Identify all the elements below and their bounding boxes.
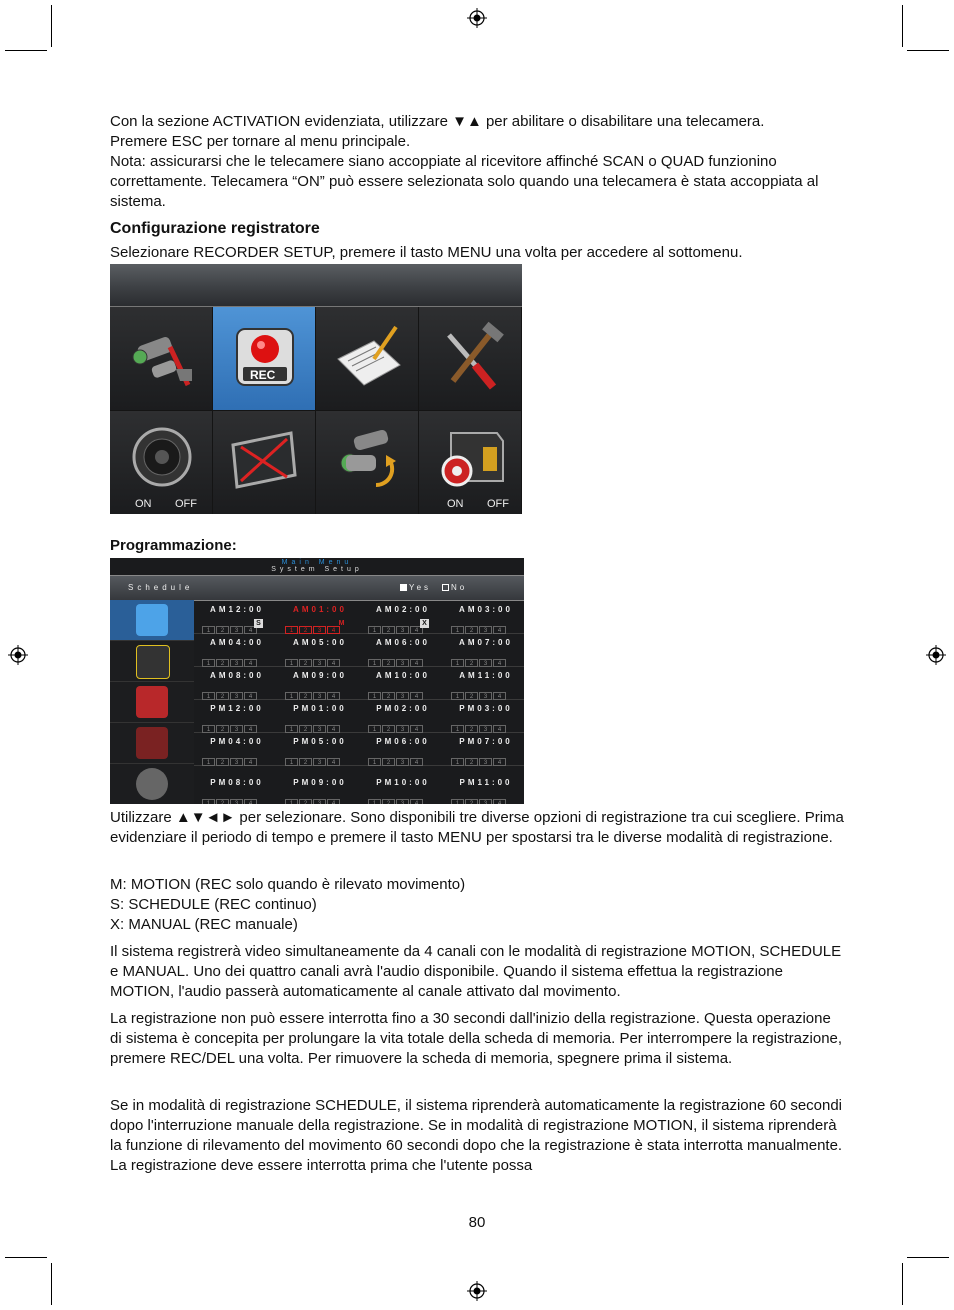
- paragraph-activation: Con la sezione ACTIVATION evidenziata, utilizzare ▼▲ per abilitare o disabilitare una telecamera.: [110, 113, 765, 130]
- channel-box[interactable]: 2: [216, 758, 229, 766]
- crop-mark: [907, 50, 949, 51]
- time-slot-label: PM11:00: [459, 778, 513, 787]
- programmazione-label: Programmazione:: [110, 537, 237, 554]
- time-slot-label: PM05:00: [293, 737, 347, 746]
- channel-box[interactable]: 2: [382, 799, 395, 804]
- time-slot-cell[interactable]: [362, 775, 444, 804]
- channel-box[interactable]: 4: [244, 725, 257, 733]
- menu-top-bar: [110, 264, 522, 307]
- channel-box[interactable]: 4: [244, 626, 257, 634]
- side-motion: [110, 641, 194, 682]
- channel-box[interactable]: 3: [313, 659, 326, 667]
- no-checkbox: [442, 584, 449, 591]
- channel-box[interactable]: 4: [410, 659, 423, 667]
- channel-box[interactable]: 4: [244, 758, 257, 766]
- time-slot-label: AM12:00: [210, 605, 264, 614]
- time-slot-cell[interactable]: [196, 668, 278, 700]
- paragraph-resume: Se in modalità di registrazione SCHEDULE, il sistema riprenderà automaticamente la registrazione 60 secondi dopo l'interruzione manuale della registrazione. Se in modalità di registrazione MOTION, il sistema riprenderà la funzione di rilevamento del movimento 60 secondi dopo che la registrazione è stata interrotta manualmente. La registrazione deve essere interrotta prima che l'utente possa: [110, 1097, 843, 1174]
- time-slot-label: AM01:00: [293, 605, 347, 614]
- channel-box[interactable]: 4: [244, 799, 257, 804]
- channel-box[interactable]: 3: [396, 626, 409, 634]
- registration-mark-icon: [467, 1281, 487, 1301]
- channel-boxes: [368, 792, 424, 804]
- channel-box[interactable]: 2: [465, 659, 478, 667]
- channel-box[interactable]: 1: [368, 692, 381, 700]
- time-slot-label: PM10:00: [376, 778, 430, 787]
- time-slot-cell[interactable]: [196, 701, 278, 733]
- time-slot-label: PM01:00: [293, 704, 347, 713]
- channel-box[interactable]: 1: [202, 799, 215, 804]
- channel-box[interactable]: 1: [285, 758, 298, 766]
- menu-tile-camera-rotate: [316, 411, 418, 514]
- channel-box[interactable]: 3: [230, 659, 243, 667]
- channel-box[interactable]: 3: [479, 799, 492, 804]
- channel-box[interactable]: 1: [202, 626, 215, 634]
- channel-box[interactable]: 2: [465, 799, 478, 804]
- channel-box[interactable]: 4: [410, 626, 423, 634]
- channel-boxes: [285, 685, 341, 700]
- channel-boxes: [285, 792, 341, 804]
- channel-boxes: [368, 619, 424, 634]
- registration-mark-icon: [926, 645, 946, 665]
- time-slot-label: AM05:00: [293, 638, 347, 647]
- channel-boxes: [451, 619, 507, 634]
- channel-box[interactable]: 1: [368, 799, 381, 804]
- crop-mark: [5, 1257, 47, 1258]
- time-slot-cell[interactable]: [279, 635, 361, 667]
- recording-mode-badge: M: [338, 620, 345, 627]
- channel-box[interactable]: 2: [382, 725, 395, 733]
- registration-mark-icon: [467, 8, 487, 28]
- channel-box[interactable]: 1: [368, 626, 381, 634]
- time-slot-label: AM08:00: [210, 671, 264, 680]
- channel-box[interactable]: 4: [410, 692, 423, 700]
- channel-box[interactable]: 4: [493, 725, 506, 733]
- channel-box[interactable]: 4: [410, 799, 423, 804]
- channel-boxes: [368, 751, 424, 766]
- time-slot-label: AM11:00: [459, 671, 513, 680]
- time-slot-cell[interactable]: [445, 602, 524, 634]
- channel-box[interactable]: 3: [313, 799, 326, 804]
- channel-box[interactable]: 2: [382, 659, 395, 667]
- side-sensor: [110, 723, 194, 764]
- crop-mark: [5, 50, 47, 51]
- time-slot-cell[interactable]: [279, 602, 361, 634]
- mode-schedule: S: SCHEDULE (REC continuo): [110, 896, 317, 913]
- channel-box[interactable]: 4: [410, 725, 423, 733]
- paragraph-channels: Il sistema registrerà video simultaneamente da 4 canali con le modalità di registrazione MOTION, SCHEDULE e MANUAL. Uno dei quattro canali avrà l'audio disponibile. Quando il sistema effettua la registrazione MOTION, l'audio passerà automaticamente al canale attivato dal movimento.: [110, 943, 842, 1000]
- channel-box[interactable]: 1: [368, 758, 381, 766]
- time-slot-cell[interactable]: [445, 668, 524, 700]
- channel-boxes: [202, 619, 258, 634]
- timer-icon: [136, 768, 168, 800]
- channel-box[interactable]: 1: [285, 725, 298, 733]
- channel-boxes: [451, 751, 507, 766]
- time-slot-cell[interactable]: [196, 635, 278, 667]
- camera-settings-icon: [110, 307, 212, 410]
- registration-mark-icon: [8, 645, 28, 665]
- time-slot-label: PM03:00: [459, 704, 513, 713]
- channel-boxes: [451, 652, 507, 667]
- channel-box[interactable]: 3: [230, 725, 243, 733]
- channel-box[interactable]: 2: [465, 725, 478, 733]
- channel-box[interactable]: 3: [313, 725, 326, 733]
- channel-box[interactable]: 3: [479, 692, 492, 700]
- channel-box[interactable]: 3: [396, 659, 409, 667]
- channel-box[interactable]: 2: [216, 626, 229, 634]
- channel-box[interactable]: 2: [216, 659, 229, 667]
- paragraph-interrupt: La registrazione non può essere interrotta fino a 30 secondi dall'inizio della registrazione. Questa operazione di sistema è concepita per prolungare la vita totale della scheda di memoria. Per interrompere la registrazione, premere REC/DEL una volta. Per rimuovere la scheda di memoria, spegnere prima il sistema.: [110, 1010, 843, 1067]
- paragraph-recorder-setup: Selezionare RECORDER SETUP, premere il tasto MENU una volta per accedere al sottomenu.: [110, 244, 743, 261]
- menu-tile-speaker: [110, 411, 212, 514]
- channel-box[interactable]: 3: [396, 799, 409, 804]
- channel-box[interactable]: 3: [479, 659, 492, 667]
- menu-tile-screen: [213, 411, 315, 514]
- schedule-edit-icon: [136, 604, 168, 636]
- menu-tile-camera-settings: [110, 307, 212, 410]
- no-option: [442, 583, 467, 592]
- time-slot-cell[interactable]: [445, 775, 524, 804]
- channel-boxes: [285, 652, 341, 667]
- channel-box[interactable]: 1: [451, 692, 464, 700]
- time-slot-cell[interactable]: [445, 635, 524, 667]
- time-slot-label: PM12:00: [210, 704, 264, 713]
- channel-box[interactable]: 4: [327, 692, 340, 700]
- channel-box[interactable]: 4: [327, 626, 340, 634]
- channel-boxes: [202, 718, 258, 733]
- time-slot-label: AM09:00: [293, 671, 347, 680]
- channel-box[interactable]: 2: [216, 799, 229, 804]
- speaker-off-label: OFF: [175, 498, 197, 510]
- time-slot-cell[interactable]: [279, 701, 361, 733]
- main-menu-title: Main Menu: [281, 559, 353, 566]
- channel-box[interactable]: 4: [493, 659, 506, 667]
- paragraph-select: Utilizzare ▲▼◄► per selezionare. Sono disponibili tre diverse opzioni di registrazione tra cui scegliere. Prima evidenziare il periodo di tempo e premere il tasto MENU per spostarsi tra le diverse modalità di registrazione.: [110, 809, 844, 846]
- channel-box[interactable]: 4: [493, 758, 506, 766]
- channel-box[interactable]: 3: [230, 758, 243, 766]
- channel-boxes: [285, 619, 341, 634]
- channel-box[interactable]: 3: [230, 799, 243, 804]
- channel-box[interactable]: 4: [410, 758, 423, 766]
- yes-checkbox: [400, 584, 407, 591]
- channel-boxes: [451, 792, 507, 804]
- channel-box[interactable]: 4: [244, 692, 257, 700]
- channel-box[interactable]: 2: [216, 692, 229, 700]
- channel-box[interactable]: 1: [451, 659, 464, 667]
- time-slot-label: PM09:00: [293, 778, 347, 787]
- channel-box[interactable]: 3: [230, 626, 243, 634]
- channel-box[interactable]: 4: [327, 758, 340, 766]
- side-schedule-edit: [110, 600, 194, 641]
- channel-boxes: [202, 652, 258, 667]
- channel-box[interactable]: 2: [465, 692, 478, 700]
- motion-icon: [136, 645, 170, 679]
- time-slot-label: PM02:00: [376, 704, 430, 713]
- channel-box[interactable]: 4: [327, 799, 340, 804]
- screen-off-icon: [213, 411, 315, 514]
- menu-tile-memory-card: [419, 411, 521, 514]
- card-off-label: OFF: [487, 498, 509, 510]
- channel-box[interactable]: 4: [327, 659, 340, 667]
- menu-tile-document: [316, 307, 418, 410]
- crop-mark: [51, 5, 52, 47]
- yes-label: Yes: [409, 583, 432, 592]
- time-slot-cell[interactable]: [362, 734, 444, 766]
- channel-box[interactable]: 2: [216, 725, 229, 733]
- channel-box[interactable]: 2: [299, 659, 312, 667]
- no-label: No: [451, 583, 468, 592]
- channel-box[interactable]: 1: [451, 725, 464, 733]
- time-slot-label: AM02:00: [376, 605, 430, 614]
- time-slot-cell[interactable]: [362, 668, 444, 700]
- yes-option: [400, 583, 431, 592]
- time-slot-cell[interactable]: [362, 635, 444, 667]
- time-slot-cell[interactable]: [279, 775, 361, 804]
- channel-box[interactable]: 2: [299, 626, 312, 634]
- channel-boxes: [285, 718, 341, 733]
- channel-box[interactable]: 1: [285, 799, 298, 804]
- channel-box[interactable]: 2: [382, 692, 395, 700]
- channel-boxes: [202, 751, 258, 766]
- channel-box[interactable]: 1: [202, 758, 215, 766]
- channel-boxes: [368, 652, 424, 667]
- channel-box[interactable]: 1: [368, 659, 381, 667]
- channel-box[interactable]: 1: [202, 725, 215, 733]
- channel-box[interactable]: 2: [299, 758, 312, 766]
- time-slot-label: AM07:00: [459, 638, 513, 647]
- crop-mark: [907, 1257, 949, 1258]
- channel-box[interactable]: 2: [382, 626, 395, 634]
- tools-icon: [419, 307, 521, 410]
- time-slot-cell[interactable]: [362, 701, 444, 733]
- menu-tile-recorder: [213, 307, 315, 410]
- mode-manual: X: MANUAL (REC manuale): [110, 916, 298, 933]
- recording-mode-badge: S: [254, 619, 263, 628]
- time-slot-cell[interactable]: [362, 602, 444, 634]
- time-slot-label: AM06:00: [376, 638, 430, 647]
- speaker-on-label: ON: [135, 498, 152, 510]
- sensor-icon: [136, 727, 168, 759]
- section-heading: Configurazione registratore: [110, 220, 320, 237]
- crop-mark: [902, 5, 903, 47]
- card-on-label: ON: [447, 498, 464, 510]
- side-timer: [110, 764, 194, 804]
- channel-box[interactable]: 3: [230, 692, 243, 700]
- channel-boxes: [202, 792, 258, 804]
- channel-box[interactable]: 4: [493, 626, 506, 634]
- channel-box[interactable]: 1: [451, 799, 464, 804]
- crop-mark: [51, 1263, 52, 1305]
- system-setup-title: System Setup: [271, 566, 363, 573]
- time-slot-cell[interactable]: [445, 701, 524, 733]
- channel-box[interactable]: 1: [451, 626, 464, 634]
- time-slot-cell[interactable]: [196, 734, 278, 766]
- channel-box[interactable]: 3: [396, 692, 409, 700]
- channel-box[interactable]: 3: [479, 725, 492, 733]
- channel-box[interactable]: 1: [451, 758, 464, 766]
- recording-mode-badge: X: [420, 619, 429, 628]
- channel-box[interactable]: 3: [396, 758, 409, 766]
- document-pen-icon: [316, 307, 418, 410]
- time-slot-cell[interactable]: [196, 775, 278, 804]
- channel-box[interactable]: 3: [313, 626, 326, 634]
- time-slot-label: PM08:00: [210, 778, 264, 787]
- channel-box[interactable]: 2: [299, 799, 312, 804]
- channel-box[interactable]: 1: [285, 659, 298, 667]
- crop-mark: [902, 1263, 903, 1305]
- menu-tile-tools: [419, 307, 521, 410]
- schedule-bar: [110, 575, 524, 601]
- memory-icon: [136, 686, 168, 718]
- paragraph-esc: Premere ESC per tornare al menu principale.: [110, 133, 411, 150]
- time-slot-label: PM04:00: [210, 737, 264, 746]
- time-slot-cell[interactable]: [196, 602, 278, 634]
- time-slot-cell[interactable]: [279, 734, 361, 766]
- channel-box[interactable]: 1: [368, 725, 381, 733]
- channel-boxes: [285, 751, 341, 766]
- time-slot-label: AM04:00: [210, 638, 264, 647]
- camera-rotate-icon: [316, 411, 418, 514]
- channel-box[interactable]: 2: [465, 758, 478, 766]
- channel-box[interactable]: 1: [202, 659, 215, 667]
- channel-box[interactable]: 3: [479, 626, 492, 634]
- schedule-screenshot: [110, 558, 524, 804]
- channel-boxes: [202, 685, 258, 700]
- channel-box[interactable]: 4: [493, 799, 506, 804]
- channel-box[interactable]: 2: [299, 692, 312, 700]
- time-slot-cell[interactable]: [279, 668, 361, 700]
- mode-motion: M: MOTION (REC solo quando è rilevato movimento): [110, 876, 466, 893]
- channel-box[interactable]: 3: [313, 692, 326, 700]
- time-slot-label: AM10:00: [376, 671, 430, 680]
- channel-boxes: [368, 685, 424, 700]
- channel-box[interactable]: 1: [285, 692, 298, 700]
- rec-label: REC: [250, 368, 276, 382]
- channel-box[interactable]: 4: [244, 659, 257, 667]
- channel-box[interactable]: 3: [313, 758, 326, 766]
- channel-box[interactable]: 2: [382, 758, 395, 766]
- main-menu-screenshot: [110, 264, 522, 514]
- schedule-label: Schedule: [128, 583, 194, 592]
- channel-box[interactable]: 3: [396, 725, 409, 733]
- channel-box[interactable]: 4: [327, 725, 340, 733]
- time-slot-label: PM07:00: [459, 737, 513, 746]
- time-slot-label: PM06:00: [376, 737, 430, 746]
- paragraph-note: Nota: assicurarsi che le telecamere siano accoppiate al ricevitore affinché SCAN o QUAD funzionino correttamente. Telecamera “ON” può essere selezionata solo quando una telecamera è stata accoppiata al sistema.: [110, 153, 819, 210]
- channel-box[interactable]: 2: [465, 626, 478, 634]
- channel-boxes: [451, 685, 507, 700]
- channel-box[interactable]: 1: [285, 626, 298, 634]
- channel-box[interactable]: 4: [493, 692, 506, 700]
- channel-boxes: [451, 718, 507, 733]
- time-slot-label: AM03:00: [459, 605, 513, 614]
- side-memory: [110, 682, 194, 723]
- time-slot-cell[interactable]: [445, 734, 524, 766]
- channel-box[interactable]: 3: [479, 758, 492, 766]
- channel-box[interactable]: 1: [202, 692, 215, 700]
- channel-box[interactable]: 2: [299, 725, 312, 733]
- page-number: 80: [468, 1214, 486, 1231]
- channel-boxes: [368, 718, 424, 733]
